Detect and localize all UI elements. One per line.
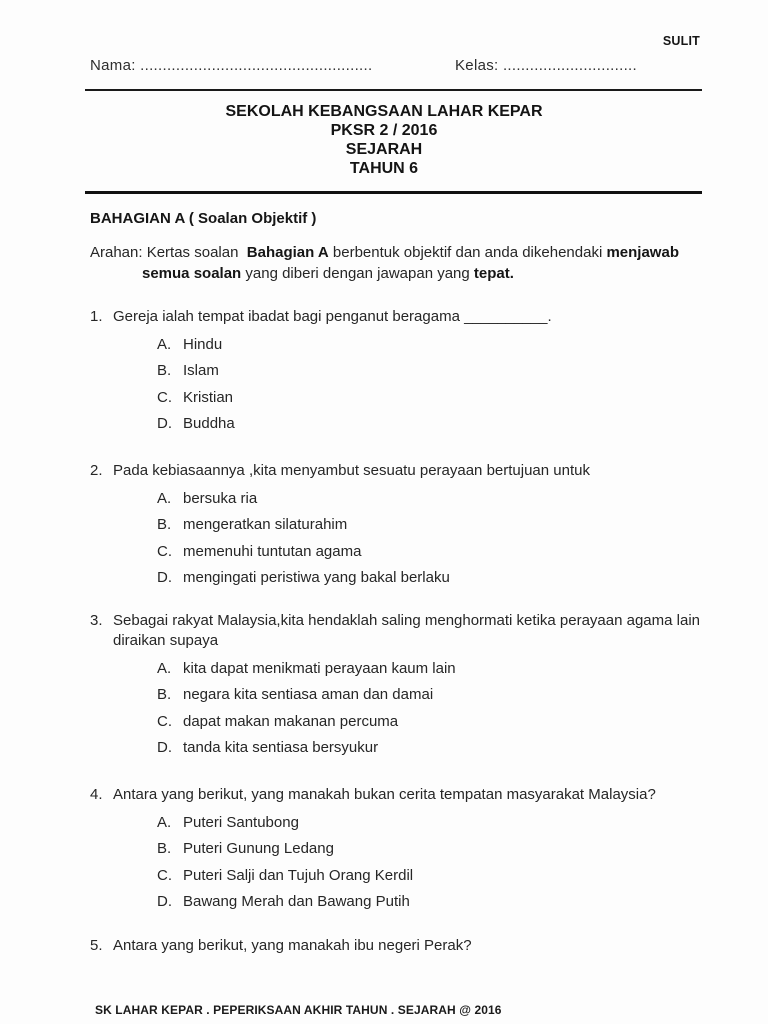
question-3 [90, 611, 706, 757]
option-d [157, 415, 706, 433]
option-letter: A. [157, 489, 172, 507]
name-class-row [90, 57, 700, 74]
option-letter: B. [157, 686, 172, 703]
name-fill-in: Nama: .................................................... [90, 57, 373, 74]
option-letter: A. [157, 335, 172, 353]
question-text: Pada kebiasaannya ,kita menyambut sesuatu perayaan bertujuan untuk [113, 462, 590, 479]
option-c [157, 389, 706, 407]
question-5-line [90, 936, 706, 956]
option-c [157, 543, 706, 561]
question-number: 4. [90, 786, 103, 803]
instruction-line-2 [142, 263, 706, 284]
option-a [157, 814, 706, 832]
option-d [157, 569, 706, 587]
option-text: kita dapat menikmati perayaan kaum lain [183, 659, 456, 677]
option-text: Puteri Salji dan Tujuh Orang Kerdil [183, 866, 414, 884]
school-name: SEKOLAH KEBANGSAAN LAHAR KEPAR [225, 103, 543, 120]
question-number: 1. [90, 308, 103, 325]
question-text: Antara yang berikut, yang manakah ibu negeri Perak? [113, 937, 472, 954]
option-text: dapat makan makanan percuma [183, 712, 399, 730]
option-letter: D. [157, 893, 172, 910]
instruction-seg: berbentuk objektif dan anda dikehendaki [328, 244, 607, 261]
option-text: mengingati peristiwa yang bakal berlaku [183, 569, 450, 586]
option-letter: C. [157, 388, 172, 406]
question-1 [90, 307, 706, 433]
question-text: Sebagai rakyat Malaysia,kita hendaklah saling menghormati ketika perayaan agama lain diraikan supaya [113, 612, 701, 649]
option-d [157, 739, 706, 757]
option-b [157, 840, 706, 858]
section-title: BAHAGIAN A ( Soalan Objektif ) [90, 210, 317, 227]
instruction-text [90, 242, 706, 284]
exam-name: PKSR 2 / 2016 [330, 122, 438, 139]
instruction-seg-bold: menjawab [606, 244, 679, 261]
option-letter: C. [157, 542, 172, 560]
option-letter: C. [157, 866, 172, 884]
option-letter: A. [157, 813, 172, 831]
option-text: Puteri Santubong [183, 813, 299, 831]
option-text: memenuhi tuntutan agama [183, 542, 362, 560]
question-text: Antara yang berikut, yang manakah bukan cerita tempatan masyarakat Malaysia? [113, 786, 656, 803]
instruction-line-1 [90, 242, 706, 263]
page-footer: SK LAHAR KEPAR . PEPERIKSAAN AKHIR TAHUN . SEJARAH @ 2016 [95, 1003, 502, 1017]
option-letter: B. [157, 840, 172, 857]
question-number: 3. [90, 612, 103, 629]
question-5 [90, 936, 706, 956]
option-b [157, 686, 706, 704]
option-c [157, 713, 706, 731]
option-b [157, 516, 706, 534]
option-letter: C. [157, 712, 172, 730]
question-3-options [157, 660, 706, 758]
question-1-options [157, 336, 706, 434]
instruction-seg-bold: semua soalan [142, 265, 242, 282]
confidential-label: SULIT [662, 34, 700, 48]
question-3-line [90, 611, 706, 651]
option-a [157, 490, 706, 508]
question-text: Gereja ialah tempat ibadat bagi penganut beragama __________. [113, 308, 552, 325]
option-text: Hindu [183, 335, 223, 353]
question-number: 5. [90, 937, 103, 954]
option-text: Bawang Merah dan Bawang Putih [183, 893, 410, 910]
instruction-seg-bold: Bahagian A [246, 244, 329, 261]
option-d [157, 893, 706, 911]
option-letter: D. [157, 415, 172, 432]
question-4-options [157, 814, 706, 912]
year-level: TAHUN 6 [349, 160, 419, 177]
instruction-seg: yang diberi dengan jawapan yang [241, 265, 474, 282]
option-a [157, 336, 706, 354]
option-letter: A. [157, 659, 172, 677]
option-text: Kristian [183, 388, 234, 406]
class-fill-in: Kelas: .............................. [455, 57, 637, 74]
question-2-options [157, 490, 706, 588]
title-divider [85, 191, 702, 194]
option-letter: B. [157, 516, 172, 533]
subject-name: SEJARAH [345, 141, 423, 158]
option-b [157, 362, 706, 380]
option-letter: D. [157, 739, 172, 756]
option-c [157, 867, 706, 885]
title-block [0, 102, 768, 178]
instruction-seg: Arahan: Kertas soalan [90, 244, 247, 261]
question-4 [90, 785, 706, 911]
option-text: tanda kita sentiasa bersyukur [183, 739, 379, 756]
option-text: mengeratkan silaturahim [183, 516, 348, 533]
instruction-seg-bold: tepat. [473, 265, 514, 282]
question-4-line [90, 785, 706, 805]
header-divider [85, 89, 702, 91]
option-text: bersuka ria [183, 489, 258, 507]
option-letter: B. [157, 362, 172, 379]
question-2 [90, 461, 706, 587]
option-text: Puteri Gunung Ledang [183, 840, 334, 857]
option-a [157, 660, 706, 678]
question-1-line [90, 307, 706, 327]
option-letter: D. [157, 569, 172, 586]
question-2-line [90, 461, 706, 481]
question-number: 2. [90, 462, 103, 479]
option-text: Islam [183, 362, 219, 379]
option-text: Buddha [183, 415, 235, 432]
option-text: negara kita sentiasa aman dan damai [183, 686, 434, 703]
